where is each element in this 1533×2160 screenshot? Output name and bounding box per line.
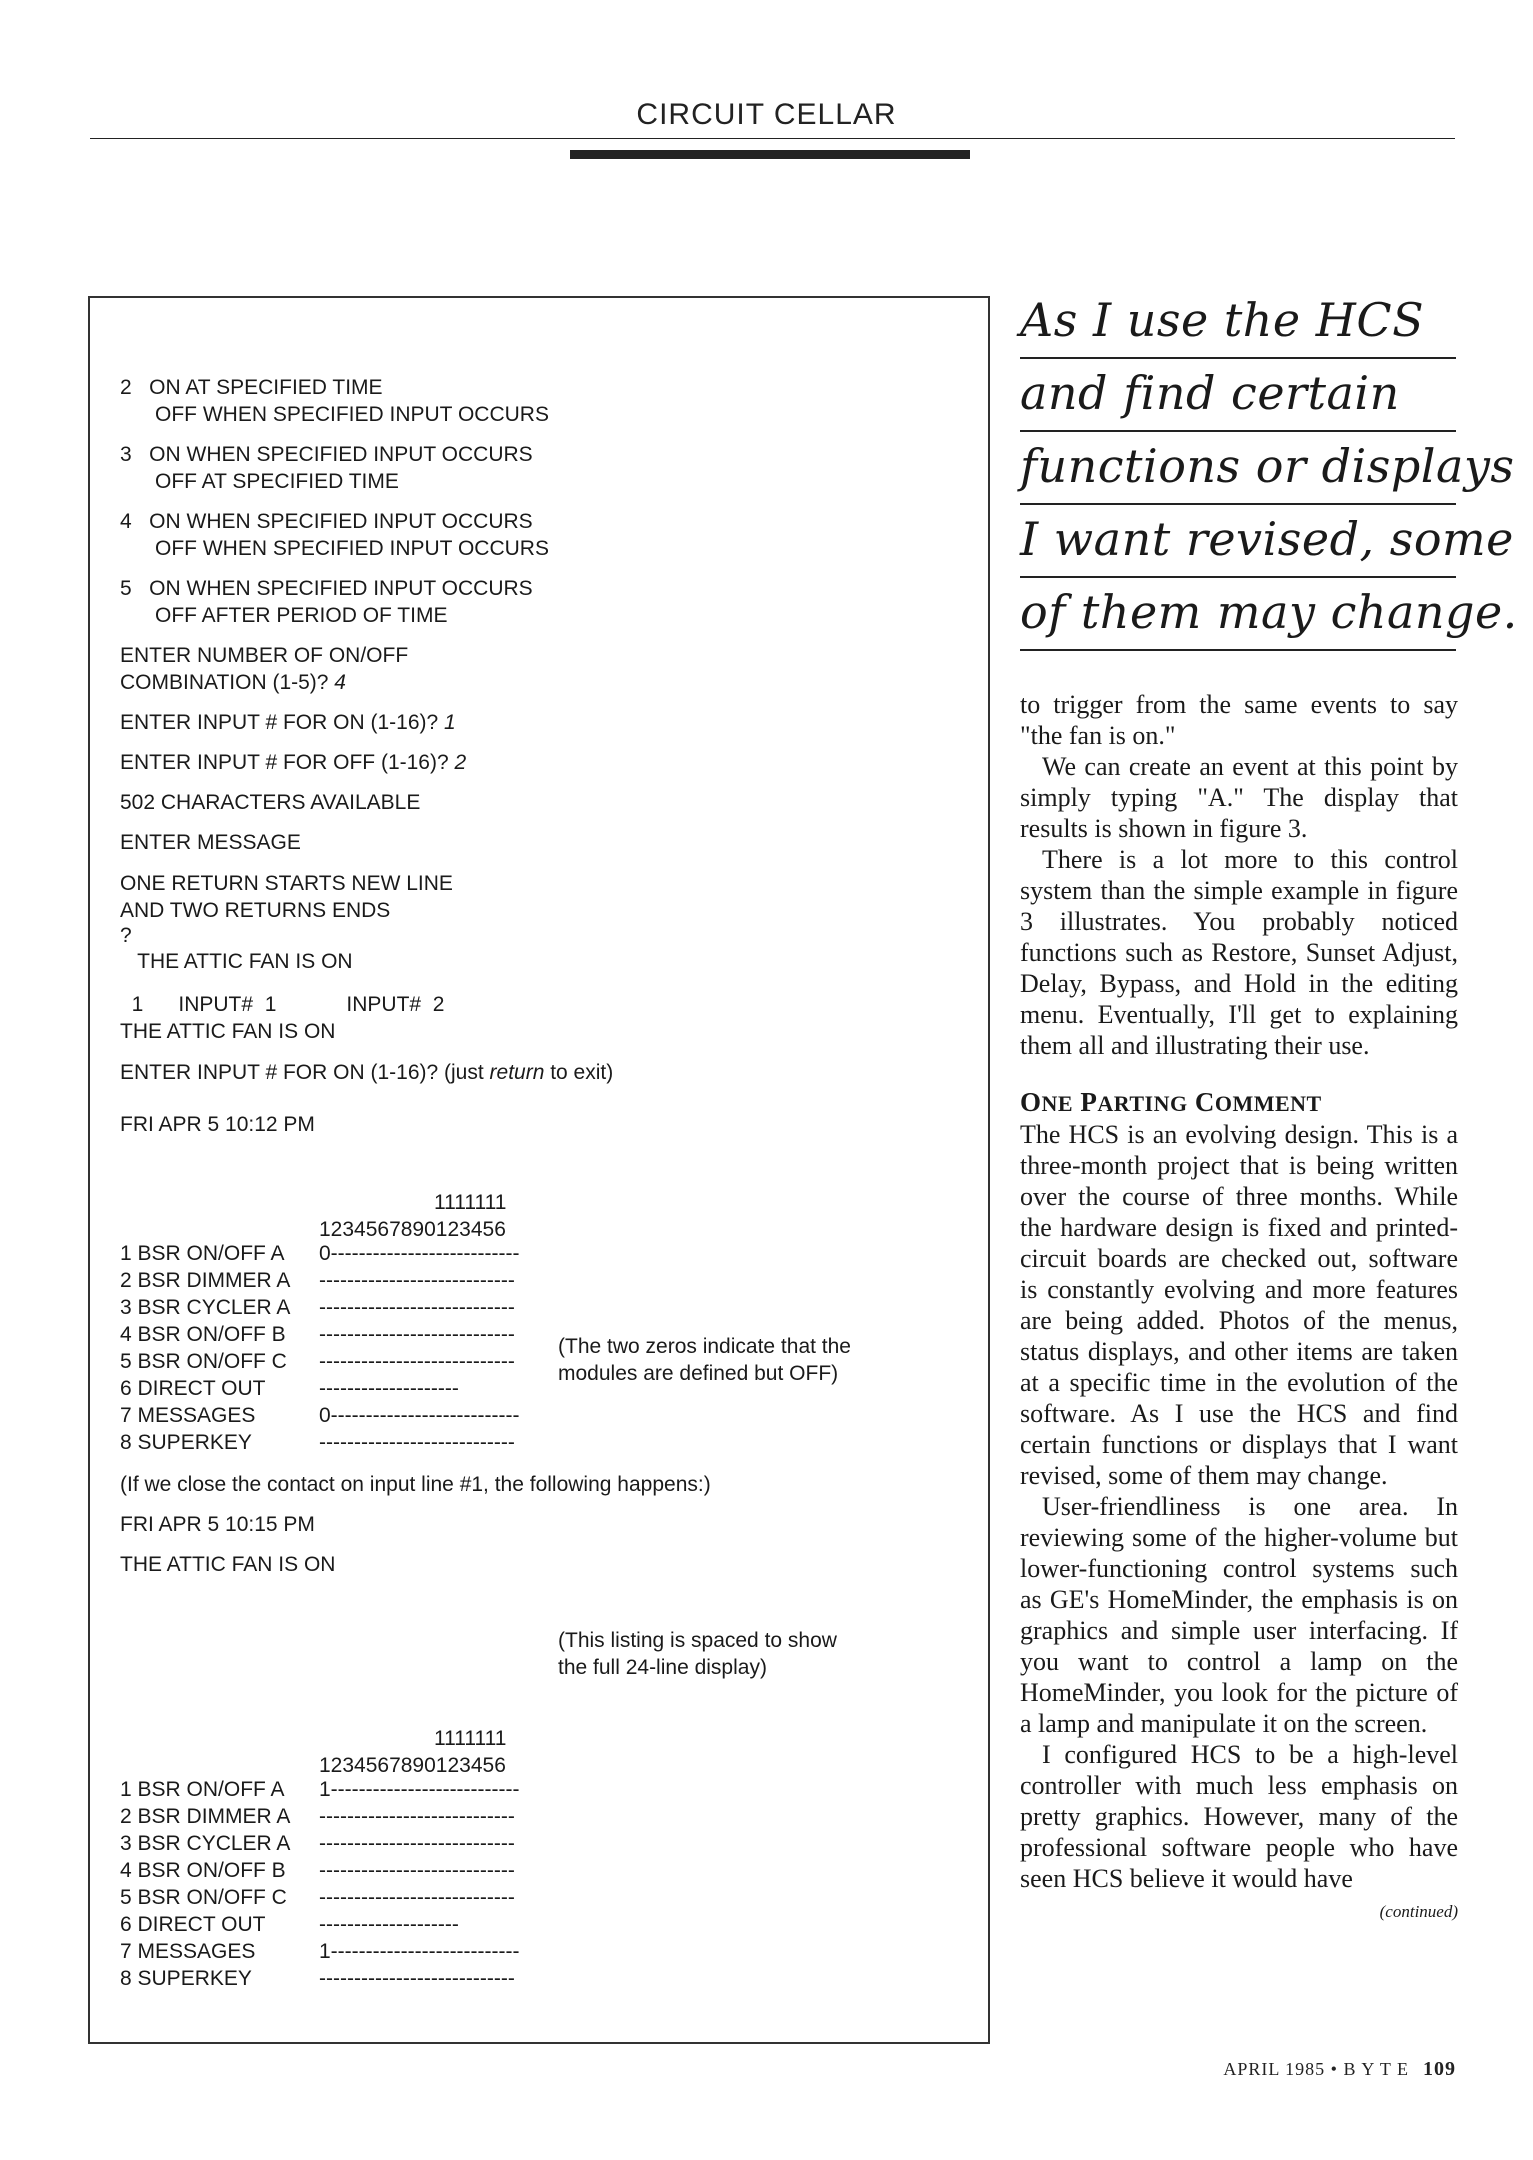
listing-line: 502 CHARACTERS AVAILABLE	[120, 791, 421, 814]
listing-line: AND TWO RETURNS ENDS	[120, 899, 391, 922]
listing-line: THE ATTIC FAN IS ON	[120, 950, 353, 973]
table1-header-top: 1111111	[434, 1191, 507, 1214]
spacing-note: (This listing is spaced to show	[558, 1629, 837, 1652]
listing-line: 4 ON WHEN SPECIFIED INPUT OCCURS	[120, 510, 533, 533]
listing-line: COMBINATION (1-5)? 4	[120, 671, 346, 694]
listing-line: OFF WHEN SPECIFIED INPUT OCCURS	[120, 403, 549, 426]
table-row: 3 BSR CYCLER A ----------------------------	[120, 1296, 515, 1319]
table2-header-digits: 1234567890123456	[319, 1754, 506, 1777]
listing-line: ENTER INPUT # FOR ON (1-16)? (just return to exit)	[120, 1061, 614, 1084]
table1-note: modules are defined but OFF)	[558, 1362, 839, 1385]
pull-quote	[1020, 286, 1518, 651]
page-number: 109	[1423, 2058, 1456, 2080]
pull-quote-line: As I use the HCS	[1020, 286, 1456, 359]
article-paragraph: There is a lot more to this control system than the simple example in figure 3 illustrates. You probably noticed functions such as Restore, Sunset Adjust, Delay, Bypass, and Hold in the editing menu. Eventually, I'll get to explaining them all and illustrating their use.	[1020, 845, 1458, 1060]
table-row: 5 BSR ON/OFF C ----------------------------	[120, 1350, 515, 1373]
article-paragraph: The HCS is an evolving design. This is a three-month project that is being written over the course of three months. While the hardware design is fixed and printed-circuit boards are checked out, software is constantly evolving and more features are being added. Photos of the menus, status displays, and other items are taken at a specific time in the evolution of the software. As I use the HCS and find certain functions or displays that I want revised, some of them may change.	[1020, 1120, 1458, 1490]
article-column	[1020, 689, 1458, 1927]
table-row: 8 SUPERKEY ----------------------------	[120, 1431, 515, 1454]
table-row: 2 BSR DIMMER A ----------------------------	[120, 1269, 515, 1292]
listing-line: ?	[120, 924, 132, 947]
listing-box	[88, 296, 990, 2044]
section-heading: ONE PARTING COMMENT	[1020, 1087, 1322, 1117]
second-message: THE ATTIC FAN IS ON	[120, 1553, 336, 1576]
pull-quote-line: I want revised, some	[1020, 505, 1456, 578]
table-row: 7 MESSAGES 1---------------------------	[120, 1940, 520, 1963]
listing-line: ENTER NUMBER OF ON/OFF	[120, 644, 409, 667]
article-paragraph: User-friendliness is one area. In reviewing some of the higher-volume but lower-functioning control systems such as GE's HomeMinder, the emphasis is on graphics and simple user interfacing. If you want to control a lamp on the HomeMinder, you look for the picture of a lamp and manipulate it on the screen.	[1020, 1492, 1458, 1738]
continued-label: (continued)	[1379, 1902, 1458, 1921]
table-row: 1 BSR ON/OFF A 1---------------------------	[120, 1778, 520, 1801]
table-row: 5 BSR ON/OFF C ----------------------------	[120, 1886, 515, 1909]
pull-quote-line: of them may change.	[1020, 578, 1456, 651]
spacing-note: the full 24-line display)	[558, 1656, 767, 1679]
listing-line: 5 ON WHEN SPECIFIED INPUT OCCURS	[120, 577, 533, 600]
table2-header-top: 1111111	[434, 1727, 507, 1750]
interlude-text: (If we close the contact on input line #1, the following happens:)	[120, 1473, 711, 1496]
listing-line: ENTER INPUT # FOR ON (1-16)? 1	[120, 711, 456, 734]
listing-line: OFF WHEN SPECIFIED INPUT OCCURS	[120, 537, 549, 560]
listing-line: FRI APR 5 10:12 PM	[120, 1113, 315, 1136]
listing-line: ONE RETURN STARTS NEW LINE	[120, 872, 453, 895]
listing-line: 3 ON WHEN SPECIFIED INPUT OCCURS	[120, 443, 533, 466]
pull-quote-line: and find certain	[1020, 359, 1456, 432]
table-row: 6 DIRECT OUT --------------------	[120, 1913, 459, 1936]
table1-header-digits: 1234567890123456	[319, 1218, 506, 1241]
listing-line: ENTER INPUT # FOR OFF (1-16)? 2	[120, 751, 467, 774]
article-paragraph: to trigger from the same events to say "the fan is on."	[1020, 690, 1458, 750]
listing-line: 2 ON AT SPECIFIED TIME	[120, 376, 383, 399]
article-paragraph: I configured HCS to be a high-level controller with much less emphasis on pretty graphics. However, many of the professional software people who have seen HCS believe it would have	[1020, 1740, 1458, 1893]
listing-line: ENTER MESSAGE	[120, 831, 301, 854]
second-time: FRI APR 5 10:15 PM	[120, 1513, 315, 1536]
table-row: 2 BSR DIMMER A ----------------------------	[120, 1805, 515, 1828]
issue-label: APRIL 1985 • B Y T E	[1223, 2059, 1409, 2079]
listing-line: OFF AT SPECIFIED TIME	[120, 470, 399, 493]
table-row: 4 BSR ON/OFF B ----------------------------	[120, 1859, 515, 1882]
header-bar	[570, 150, 970, 159]
table1-note: (The two zeros indicate that the	[558, 1335, 851, 1358]
table-row: 3 BSR CYCLER A ----------------------------	[120, 1832, 515, 1855]
header-rule	[90, 138, 1455, 139]
table-row: 6 DIRECT OUT --------------------	[120, 1377, 459, 1400]
listing-line: THE ATTIC FAN IS ON	[120, 1020, 336, 1043]
table-row: 7 MESSAGES 0---------------------------	[120, 1404, 520, 1427]
article-paragraph: We can create an event at this point by simply typing "A." The display that results is shown in figure 3.	[1020, 752, 1458, 843]
table-row: 1 BSR ON/OFF A 0---------------------------	[120, 1242, 520, 1265]
section-title: CIRCUIT CELLAR	[636, 98, 897, 131]
listing-line: OFF AFTER PERIOD OF TIME	[120, 604, 448, 627]
pull-quote-line: functions or displays	[1020, 432, 1456, 505]
page-footer	[1223, 2058, 1456, 2081]
table-row: 8 SUPERKEY ----------------------------	[120, 1967, 515, 1990]
listing-line: 1 INPUT# 1 INPUT# 2	[120, 993, 445, 1016]
table-row: 4 BSR ON/OFF B ----------------------------	[120, 1323, 515, 1346]
